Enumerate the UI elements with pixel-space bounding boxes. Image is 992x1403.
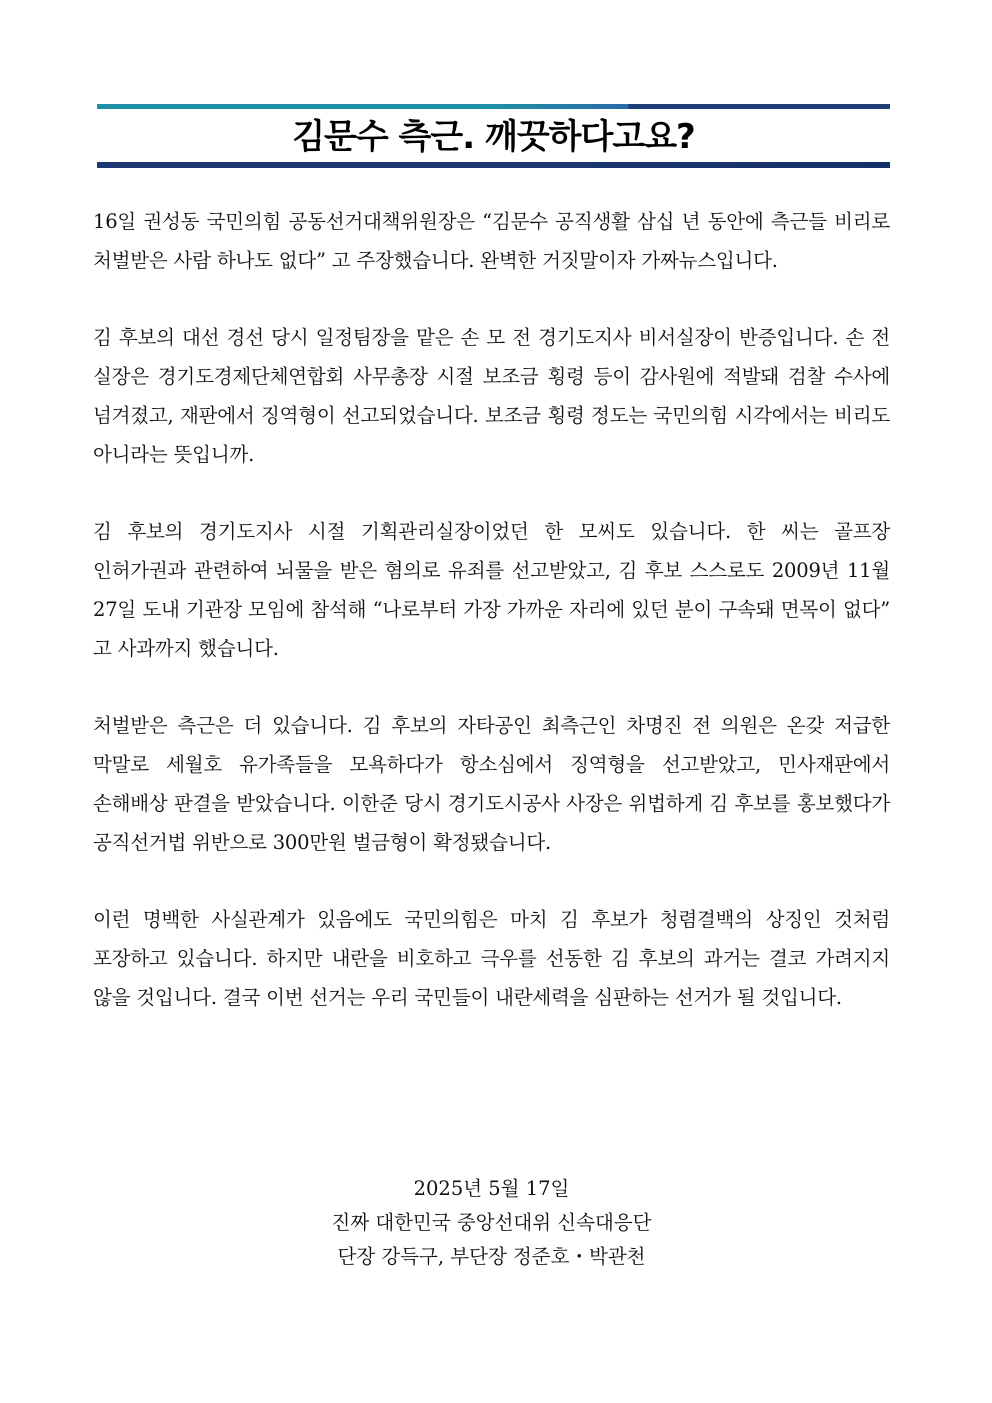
document-body <box>93 202 890 1055</box>
paragraph-5: 이런 명백한 사실관계가 있음에도 국민의힘은 마치 김 후보가 청렴결백의 상징인 것처럼 포장하고 있습니다. 하지만 내란을 비호하고 극우를 선동한 김 후보의 과거는 결코 가려지지 않을 것입니다. 결국 이번 선거는 우리 국민들이 내란세력을 심판하는 선거가 될 것입니다. <box>93 908 890 1009</box>
footer-organization: 진짜 대한민국 중앙선대위 신속대응단 <box>331 1211 652 1234</box>
paragraph-2: 김 후보의 대선 경선 당시 일정팀장을 맡은 손 모 전 경기도지사 비서실장이 반증입니다. 손 전 실장은 경기도경제단체연합회 사무총장 시절 보조금 횡령 등이 감사원에 적발돼 검찰 수사에 넘겨졌고, 재판에서 징역형이 선고되었습니다. 보조금 횡령 정도는 국민의힘 시각에서는 비리도 아니라는 뜻입니까. <box>93 326 890 466</box>
title-banner <box>97 104 890 168</box>
footer-signatories: 단장 강득구, 부단장 정준호・박관천 <box>337 1245 646 1268</box>
paragraph-1: 16일 권성동 국민의힘 공동선거대책위원장은 “김문수 공직생활 삼십 년 동안에 측근들 비리로 처벌받은 사람 하나도 없다” 고 주장했습니다. 완벽한 거짓말이자 가짜뉴스입니다. <box>93 210 890 272</box>
document-title: 김문수 측근. 깨끗하다고요? <box>292 117 695 157</box>
title-bottom-rule <box>97 162 890 168</box>
footer-date: 2025년 5월 17일 <box>413 1177 570 1200</box>
title-top-rule <box>97 104 890 109</box>
document-footer <box>93 1172 890 1274</box>
paragraph-3: 김 후보의 경기도지사 시절 기획관리실장이었던 한 모씨도 있습니다. 한 씨는 골프장 인허가권과 관련하여 뇌물을 받은 혐의로 유죄를 선고받았고, 김 후보 스스로도 2009년 11월 27일 도내 기관장 모임에 참석해 “나로부터 가장 가까운 자리에 있던 분이 구속돼 면목이 없다” 고 사과까지 했습니다. <box>93 520 890 660</box>
paragraph-4: 처벌받은 측근은 더 있습니다. 김 후보의 자타공인 최측근인 차명진 전 의원은 온갖 저급한 막말로 세월호 유가족들을 모욕하다가 항소심에서 징역형을 선고받았고, 민사재판에서 손해배상 판결을 받았습니다. 이한준 당시 경기도시공사 사장은 위법하게 김 후보를 홍보했다가 공직선거법 위반으로 300만원 벌금형이 확정됐습니다. <box>93 714 890 854</box>
